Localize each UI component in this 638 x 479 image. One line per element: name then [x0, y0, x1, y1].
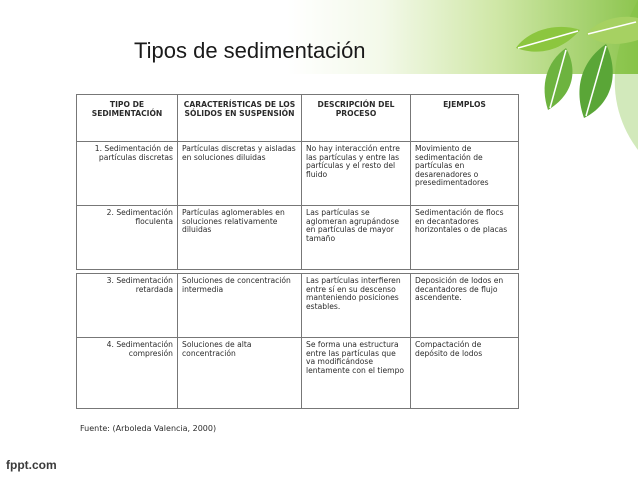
header-cell: EJEMPLOS — [410, 94, 519, 142]
table-cell: Soluciones de concentración intermedia — [177, 273, 302, 338]
table-cell: 1. Sedimentación de partículas discretas — [76, 141, 178, 206]
table-cell: 4. Sedimentación compresión — [76, 337, 178, 409]
table-cell: Las partículas se aglomeran agrupándose en partículas de mayor tamaño — [301, 205, 411, 270]
table-row — [76, 205, 519, 270]
table-cell: No hay interacción entre las partículas y entre las partículas y el resto del fluido — [301, 141, 411, 206]
table-row — [76, 273, 519, 338]
table-cell: Partículas aglomerables en soluciones relativamente diluidas — [177, 205, 302, 270]
table-cell: Soluciones de alta concentración — [177, 337, 302, 409]
table-cell: Movimiento de sedimentación de partículas en desarenadores o presedimentadores — [410, 141, 519, 206]
table-cell: 2. Sedimentación floculenta — [76, 205, 178, 270]
table-cell: Deposición de lodos en decantadores de flujo ascendente. — [410, 273, 519, 338]
table-cell: 3. Sedimentación retardada — [76, 273, 178, 338]
slide-title: Tipos de sedimentación — [134, 38, 366, 63]
table-row — [76, 337, 519, 409]
table-cell: Compactación de depósito de lodos — [410, 337, 519, 409]
brand-logo-text: fppt.com — [6, 458, 57, 472]
table-cell: Sedimentación de flocs en decantadores horizontales o de placas — [410, 205, 519, 270]
header-cell: DESCRIPCIÓN DEL PROCESO — [301, 94, 411, 142]
header-cell: TIPO DE SEDIMENTACIÓN — [76, 94, 178, 142]
header-cell: CARACTERÍSTICAS DE LOS SÓLIDOS EN SUSPENSIÓN — [177, 94, 302, 142]
table-cell: Se forma una estructura entre las partículas que va modificándose lentamente con el tiempo — [301, 337, 411, 409]
source-note: Fuente: (Arboleda Valencia, 2000) — [80, 424, 217, 433]
table-cell: Partículas discretas y aisladas en soluciones diluidas — [177, 141, 302, 206]
table-header-row — [76, 94, 519, 142]
table-row — [76, 141, 519, 206]
table-cell: Las partículas interfieren entre sí en su descenso manteniendo posiciones estables. — [301, 273, 411, 338]
